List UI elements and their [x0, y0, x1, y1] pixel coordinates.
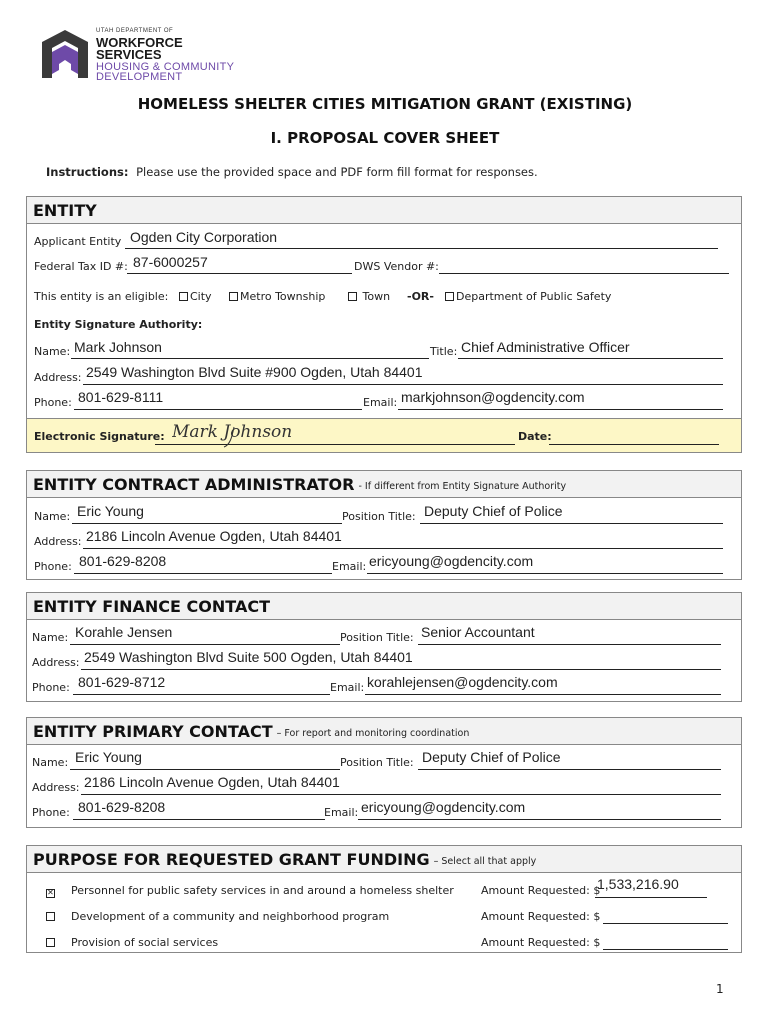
- or-text: -OR-: [407, 290, 434, 303]
- applicant-value: Ogden City Corporation: [130, 229, 278, 245]
- amount-requested-label: Amount Requested: $: [481, 884, 601, 897]
- pc-position-value: Deputy Chief of Police: [422, 749, 561, 765]
- date-field[interactable]: [549, 429, 719, 445]
- instructions: [46, 165, 538, 179]
- eligible-metro[interactable]: [229, 290, 325, 303]
- esig-label: Electronic Signature:: [34, 430, 165, 443]
- logo-line-3: SERVICES: [96, 47, 162, 62]
- contract-admin-note: - If different from Entity Signature Authority: [358, 481, 567, 492]
- sig-title-value: Chief Administrative Officer: [461, 339, 630, 355]
- document-title: HOMELESS SHELTER CITIES MITIGATION GRANT (EXISTING): [137, 95, 633, 113]
- logo-line-1: UTAH DEPARTMENT OF: [96, 28, 174, 34]
- signature-authority-label: Entity Signature Authority:: [34, 318, 203, 331]
- purpose-note: – Select all that apply: [433, 856, 537, 867]
- pc-position-label: Position Title:: [340, 756, 414, 769]
- wfs-logo: [40, 28, 260, 88]
- primary-note: – For report and monitoring coordination: [276, 728, 470, 739]
- purpose-item-label: Provision of social services: [71, 936, 219, 949]
- purpose-heading: PURPOSE FOR REQUESTED GRANT FUNDING: [33, 850, 430, 869]
- eligible-label: This entity is an eligible:: [34, 290, 169, 303]
- ca-name-label: Name:: [34, 510, 71, 523]
- entity-phone-value: 801-629-8111: [78, 389, 164, 405]
- pc-email-label: Email:: [324, 806, 359, 819]
- ca-phone-label: Phone:: [34, 560, 72, 573]
- pc-phone-value: 801-629-8208: [78, 799, 166, 815]
- fc-name-label: Name:: [32, 631, 69, 644]
- dps-checkbox[interactable]: [445, 292, 454, 301]
- pc-address-label: Address:: [32, 781, 80, 794]
- fc-position-label: Position Title:: [340, 631, 414, 644]
- entity-address-label: Address:: [34, 371, 82, 384]
- fc-email-label: Email:: [330, 681, 365, 694]
- handwritten-signature-text: Mark Johnson: [172, 422, 293, 442]
- eligible-city[interactable]: [179, 290, 212, 303]
- fc-address-label: Address:: [32, 656, 80, 669]
- handwritten-signature: [172, 419, 302, 449]
- contract-admin-section: [26, 470, 742, 580]
- contract-admin-heading: ENTITY CONTRACT ADMINISTRATOR: [33, 475, 355, 494]
- eligible-town[interactable]: [348, 290, 390, 303]
- eligible-dps[interactable]: [445, 290, 611, 303]
- instructions-text: Please use the provided space and PDF form fill format for responses.: [136, 165, 538, 179]
- purpose-section: [26, 845, 742, 953]
- pc-phone-label: Phone:: [32, 806, 70, 819]
- pc-name-value: Eric Young: [75, 749, 142, 765]
- tax-id-label: Federal Tax ID #:: [34, 260, 128, 273]
- entity-heading: ENTITY: [33, 201, 97, 220]
- entity-phone-label: Phone:: [34, 396, 72, 409]
- page-number: 1: [716, 982, 724, 996]
- amount-requested-label: Amount Requested: $: [481, 910, 601, 923]
- purpose-checkbox[interactable]: ✕: [47, 888, 54, 897]
- city-checkbox[interactable]: [179, 292, 188, 301]
- primary-contact-section: [26, 717, 742, 828]
- fc-phone-label: Phone:: [32, 681, 70, 694]
- finance-contact-section: [26, 592, 742, 702]
- amount-requested-value: 1,533,216.90: [597, 876, 679, 892]
- fc-address-value: 2549 Washington Blvd Suite 500 Ogden, Utah 84401: [84, 649, 413, 665]
- document-subtitle: I. PROPOSAL COVER SHEET: [270, 129, 500, 147]
- logo-line-2: WORKFORCE: [96, 35, 183, 50]
- primary-heading: ENTITY PRIMARY CONTACT: [33, 722, 273, 741]
- dps-label: Department of Public Safety: [456, 290, 612, 303]
- ca-position-value: Deputy Chief of Police: [424, 503, 563, 519]
- pc-name-label: Name:: [32, 756, 69, 769]
- pc-address-value: 2186 Lincoln Avenue Ogden, Utah 84401: [84, 774, 340, 790]
- amount-requested-field[interactable]: [603, 908, 728, 924]
- fc-name-value: Korahle Jensen: [75, 624, 173, 640]
- entity-email-value: markjohnson@ogdencity.com: [401, 389, 585, 405]
- finance-heading: ENTITY FINANCE CONTACT: [33, 597, 270, 616]
- ca-address-value: 2186 Lincoln Avenue Ogden, Utah 84401: [86, 528, 342, 544]
- ca-address-label: Address:: [34, 535, 82, 548]
- ca-email-value: ericyoung@ogdencity.com: [369, 553, 534, 569]
- entity-address-value: 2549 Washington Blvd Suite #900 Ogden, Utah 84401: [86, 364, 423, 380]
- ca-phone-value: 801-629-8208: [79, 553, 167, 569]
- fc-email-value: korahlejensen@ogdencity.com: [367, 674, 558, 690]
- entity-section: [26, 196, 742, 453]
- tax-id-value: 87-6000257: [133, 254, 208, 270]
- amount-requested-field[interactable]: [603, 934, 728, 950]
- logo-line-5: DEVELOPMENT: [96, 71, 183, 83]
- town-checkbox[interactable]: [348, 292, 357, 301]
- fc-phone-value: 801-629-8712: [78, 674, 166, 690]
- sig-name-value: Mark Johnson: [74, 339, 162, 355]
- entity-email-label: Email:: [363, 396, 398, 409]
- city-label: City: [190, 290, 212, 303]
- instructions-label: Instructions:: [46, 165, 129, 179]
- sig-title-label: Title:: [430, 345, 458, 358]
- purpose-checkbox[interactable]: [46, 911, 55, 924]
- pc-email-value: ericyoung@ogdencity.com: [361, 799, 526, 815]
- ca-name-value: Eric Young: [77, 503, 144, 519]
- vendor-label: DWS Vendor #:: [354, 260, 439, 273]
- applicant-label: Applicant Entity: [34, 235, 122, 248]
- electronic-signature-row: [27, 418, 741, 452]
- purpose-item-label: Personnel for public safety services in and around a homeless shelter: [71, 884, 454, 897]
- logo-line-4: HOUSING & COMMUNITY: [96, 61, 235, 73]
- amount-requested-label: Amount Requested: $: [481, 936, 601, 949]
- ca-position-label: Position Title:: [342, 510, 416, 523]
- metro-checkbox[interactable]: [229, 292, 238, 301]
- town-label: Town: [362, 290, 391, 303]
- purpose-checkbox[interactable]: [46, 937, 55, 950]
- ca-email-label: Email:: [332, 560, 367, 573]
- fc-position-value: Senior Accountant: [421, 624, 535, 640]
- sig-name-label: Name:: [34, 345, 71, 358]
- wfs-logo-icon: [40, 28, 90, 86]
- date-label: Date:: [518, 430, 552, 443]
- metro-label: Metro Township: [240, 290, 326, 303]
- purpose-item-label: Development of a community and neighborhood program: [71, 910, 390, 923]
- vendor-field[interactable]: [439, 258, 729, 274]
